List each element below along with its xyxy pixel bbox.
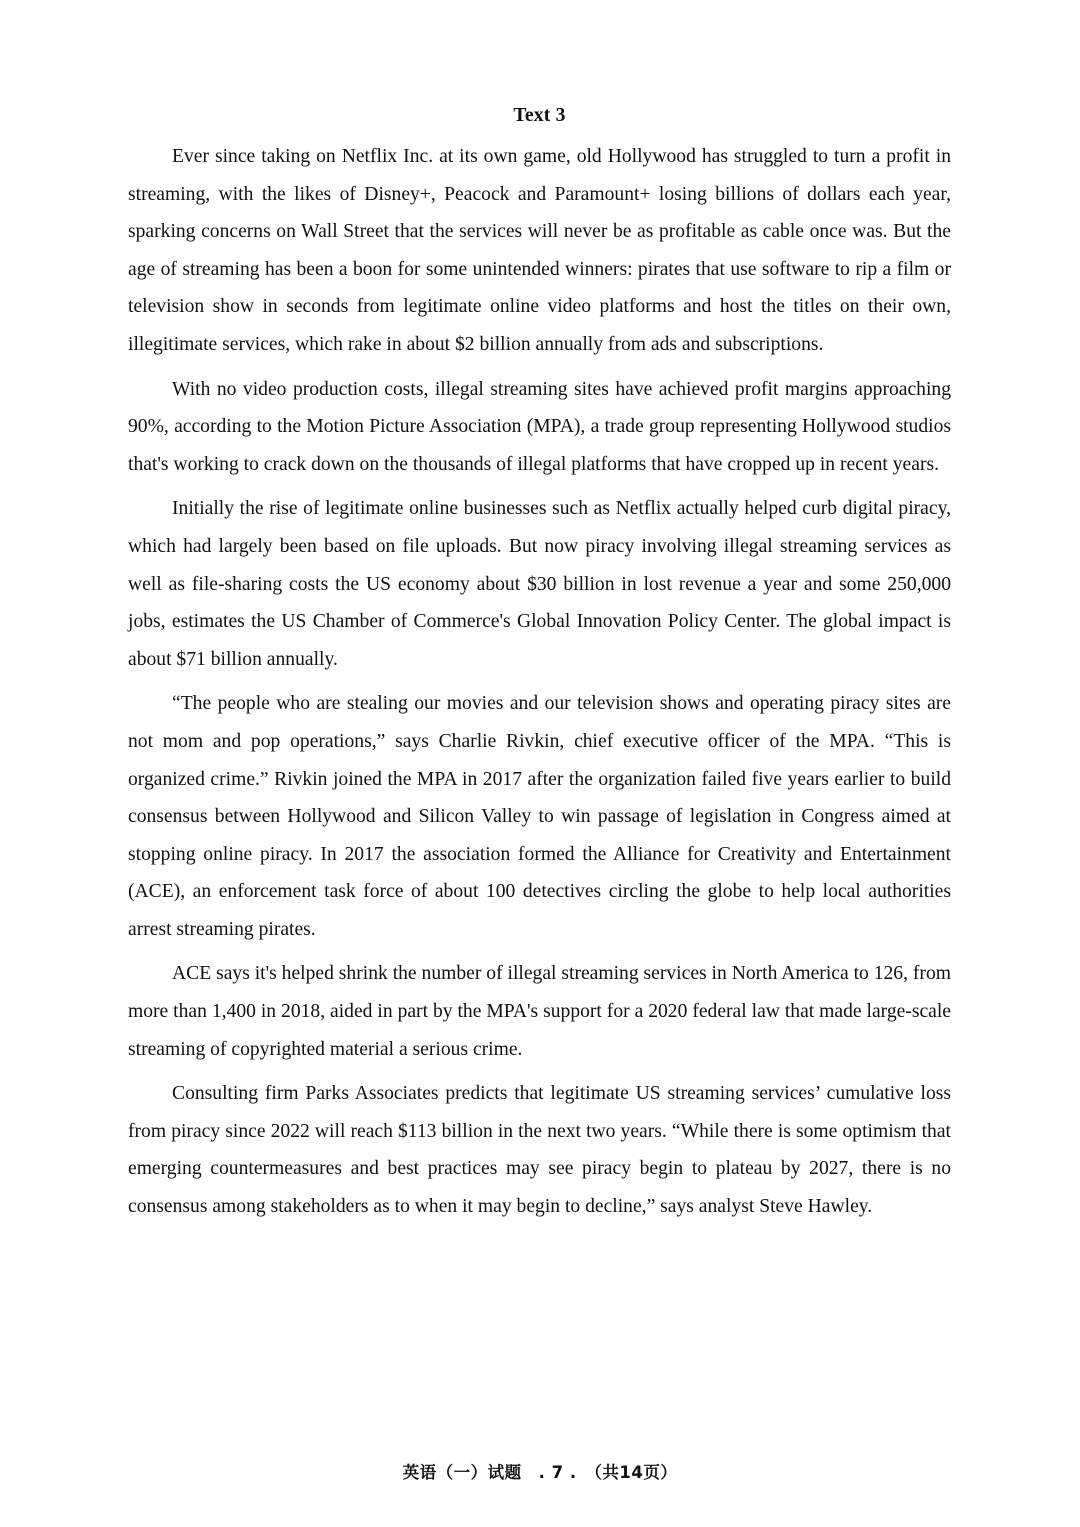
paragraph-2: With no video production costs, illegal streaming sites have achieved profit margins approaching 90%, according to the Motion Picture Association (MPA), a trade group representing Hollywood studios that's working to crack down on the thousands of illegal platforms that have cropped up in recent years. (128, 378, 951, 475)
paragraph-1: Ever since taking on Netflix Inc. at its own game, old Hollywood has struggled to turn a profit in streaming, with the likes of Disney+, Peacock and Paramount+ losing billions of dollars each year, sparking concerns on Wall Street that the services will never be as profitable as cable once was. But the age of streaming has been a boon for some unintended winners: pirates that use software to rip a film or television show in seconds from legitimate online video platforms and host the titles on their own, illegitimate services, which rake in about $2 billion annually from ads and subscriptions. (128, 146, 951, 355)
page-footer: 英语（一）试题 . 7 . （共14页） (402, 1463, 678, 1482)
paragraph-4: “The people who are stealing our movies and our television shows and operating piracy sites are not mom and pop operations,” says Charlie Rivkin, chief executive officer of the MPA. “This is organized crime.” Rivkin joined the MPA in 2017 after the organization failed five years earlier to build consensus between Hollywood and Silicon Valley to win passage of legislation in Congress aimed at stopping online piracy. In 2017 the association formed the Alliance for Creativity and Entertainment (ACE), an enforcement task force of about 100 detectives circling the globe to help local authorities arrest streaming pirates. (128, 693, 951, 940)
paragraph-5: ACE says it's helped shrink the number of illegal streaming services in North America to 126, from more than 1,400 in 2018, aided in part by the MPA's support for a 2020 federal law that made large-scale streaming of copyrighted material a serious crime. (128, 963, 951, 1060)
paragraph-3: Initially the rise of legitimate online businesses such as Netflix actually helped curb digital piracy, which had largely been based on file uploads. But now piracy involving illegal streaming services as well as file-sharing costs the US economy about $30 billion in lost revenue a year and some 250,000 jobs, estimates the US Chamber of Commerce's Global Innovation Policy Center. The global impact is about $71 billion annually. (128, 498, 951, 670)
paragraph-6: Consulting firm Parks Associates predicts that legitimate US streaming services’ cumulative loss from piracy since 2022 will reach $113 billion in the next two years. “While there is some optimism that emerging countermeasures and best practices may see piracy begin to plateau by 2027, there is no consensus among stakeholders as to when it may begin to decline,” says analyst Steve Hawley. (128, 1083, 951, 1218)
text-title: Text 3 (513, 105, 566, 126)
exam-page (128, 100, 951, 1233)
